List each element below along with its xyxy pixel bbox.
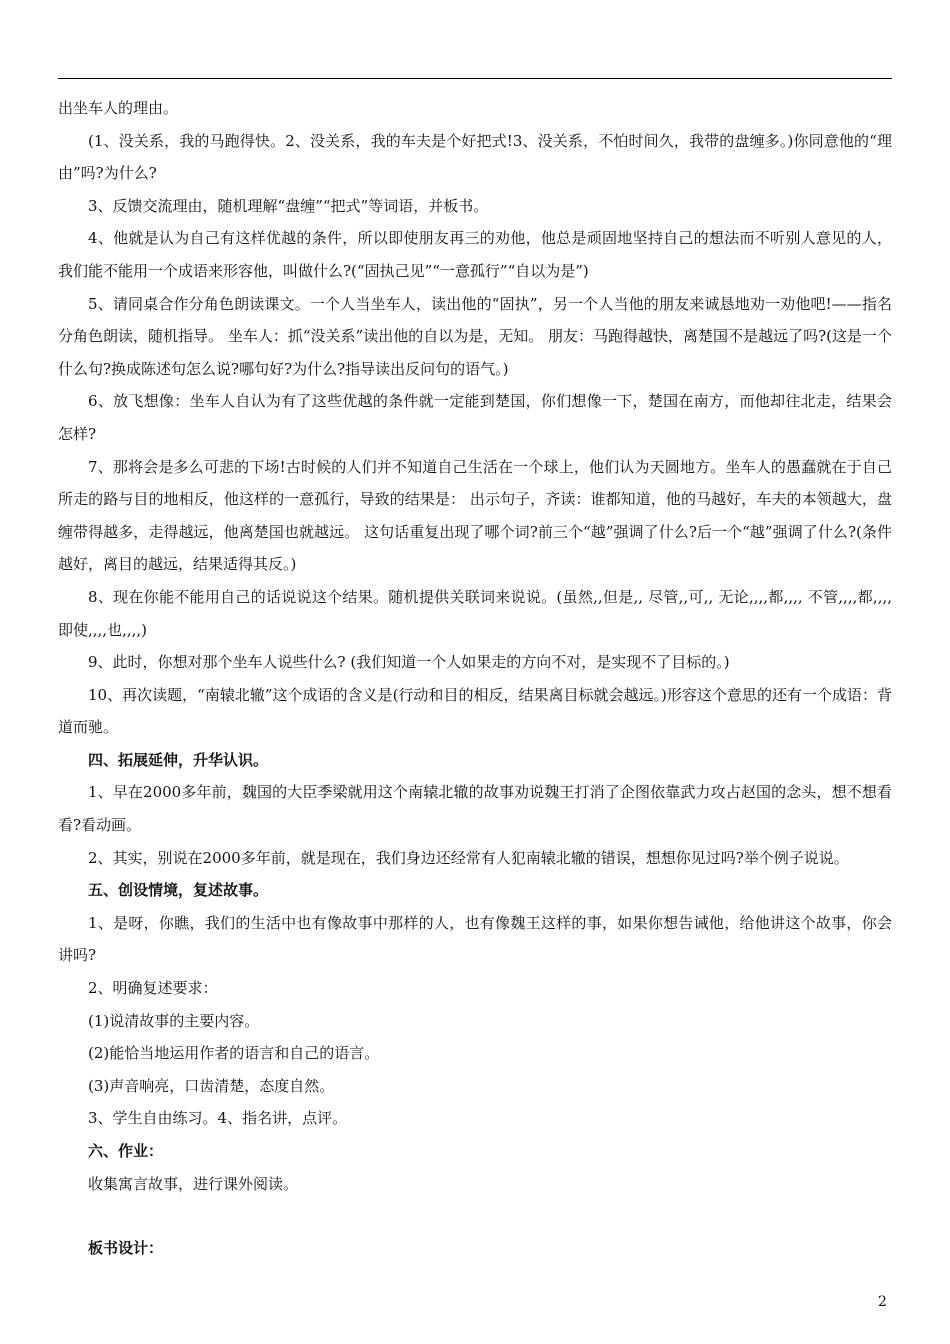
paragraph: 1、早在2000多年前，魏国的大臣季梁就用这个南辕北辙的故事劝说魏王打消了企图依靠武力攻占赵国的念头，想不想看看?看动画。 — [58, 783, 892, 835]
paragraph: 2、其实，别说在2000多年前，就是现在，我们身边还经常有人犯南辕北辙的错误，想想你见过吗?举个例子说说。 — [88, 848, 849, 867]
paragraph: 6、放飞想像：坐车人自认为有了这些优越的条件就一定能到楚国，你们想像一下，楚国在南方，而他却往北走，结果会怎样? — [58, 392, 892, 443]
paragraph: 4、他就是认为自己有这样优越的条件，所以即使朋友再三的劝他，他总是顽固地坚持自己的想法而不听别人意见的人，我们能不能用一个成语来形容他，叫做什么?(“固执己见”“一意孤行”“自以为是”) — [58, 229, 892, 280]
blank-line — [58, 1200, 892, 1232]
paragraph: 8、现在你能不能用自己的话说说这个结果。随机提供关联词来说说。(虽然,,但是,, 尽管,,可,, 无论,,,,都,,,, 不管,,,,都,,,, 即使,,,,也,,,,) — [58, 587, 892, 639]
paragraph: 9、此时，你想对那个坐车人说些什么? (我们知道一个人如果走的方向不对，是实现不了目标的。) — [88, 653, 730, 672]
header-rule — [58, 78, 892, 79]
paragraph: 出坐车人的理由。 — [58, 99, 179, 117]
paragraph: (1)说清故事的主要内容。 — [88, 1011, 260, 1030]
document-body — [58, 92, 892, 1265]
section-heading: 板书设计： — [88, 1239, 164, 1258]
section-heading: 六、作业： — [88, 1142, 164, 1160]
paragraph: 7、那将会是多么可悲的下场!古时候的人们并不知道自己生活在一个球上，他们认为天圆地方。坐车人的愚蠢就在于自己所走的路与目的地相反，他这样的一意孤行，导致的结果是： 出示句子，齐读：谁都知道，他的马越好，车夫的本领越大，盘缠带得越多，走得越远，他离楚国也就越远。 这句话重复出现了哪个词?前三个“越”强调了什么?后一个“越”强调了什么?(条件越好，离目的越远，结果适得其反。) — [58, 457, 892, 574]
paragraph: 10、再次读题，“南辕北辙”这个成语的含义是(行动和目的相反，结果离目标就会越远。)形容这个意思的还有一个成语：背道而驰。 — [58, 685, 892, 737]
paragraph: (1、没关系，我的马跑得快。2、没关系，我的车夫是个好把式!3、没关系，不怕时间久，我带的盘缠多。)你同意他的“理由”吗?为什么? — [58, 131, 892, 183]
paragraph: 5、请同桌合作分角色朗读课文。一个人当坐车人，读出他的“固执”，另一个人当他的朋友来诚恳地劝一劝他吧!——指名分角色朗读，随机指导。 坐车人：抓“没关系”读出他的自以为是，无知。 朋友：马跑得越快，离楚国不是越远了吗?(这是一个什么句?换成陈述句怎么说?哪句好?为什么?指导读出反问句的语气。) — [58, 294, 892, 378]
section-heading: 四、拓展延伸，升华认识。 — [88, 750, 269, 769]
paragraph: (3)声音响亮，口齿清楚，态度自然。 — [88, 1076, 335, 1095]
paragraph: (2)能恰当地运用作者的语言和自己的语言。 — [88, 1044, 380, 1063]
paragraph: 2、明确复述要求： — [88, 979, 218, 998]
section-heading: 五、创设情境，复述故事。 — [88, 881, 269, 900]
paragraph: 收集寓言故事，进行课外阅读。 — [88, 1174, 299, 1193]
paragraph: 3、学生自由练习。4、指名讲，点评。 — [88, 1109, 348, 1128]
paragraph: 3、反馈交流理由，随机理解“盘缠”“把式”等词语，并板书。 — [88, 196, 489, 215]
page-number: 2 — [878, 1294, 887, 1310]
paragraph: 1、是呀，你瞧，我们的生活中也有像故事中那样的人，也有像魏王这样的事，如果你想告诫他，给他讲这个故事，你会讲吗? — [58, 913, 892, 965]
